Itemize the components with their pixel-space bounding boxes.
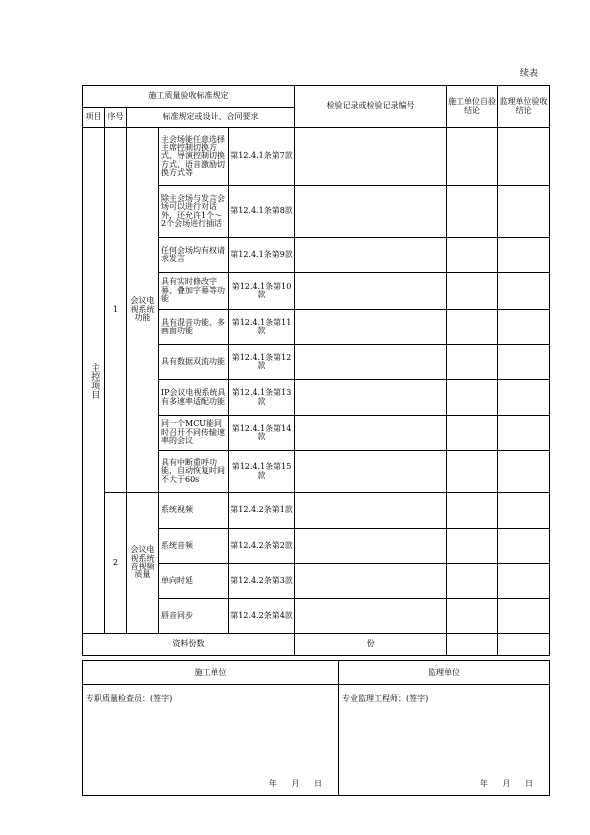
supervision-conclusion-cell[interactable]	[498, 186, 550, 238]
construction-conclusion-cell[interactable]	[447, 493, 498, 529]
record-cell[interactable]	[295, 451, 447, 493]
clause-ref: 第12.4.2条第1款	[229, 493, 295, 529]
clause-ref: 第12.4.2条第3款	[229, 564, 295, 599]
supervision-conclusion-cell[interactable]	[498, 128, 550, 186]
supervision-conclusion-cell[interactable]	[498, 416, 550, 451]
clause-ref: 第12.4.1条第11款	[229, 310, 295, 345]
main-project-label: 主控项目	[83, 128, 105, 634]
supervision-conclusion-cell[interactable]	[498, 273, 550, 310]
construction-conclusion-cell[interactable]	[447, 451, 498, 493]
data-count-supervision[interactable]	[498, 634, 550, 656]
requirement-text: 具有混音功能、多画面功能	[159, 310, 229, 345]
clause-ref: 第12.4.1条第7款	[229, 128, 295, 186]
record-title: 检验记录或检验记录编号	[295, 86, 447, 128]
group-name: 会议电视系统功能	[127, 128, 159, 493]
requirement-text: 具有中断重呼功能，自动恢复时间不大于60s	[159, 451, 229, 493]
data-count-unit: 份	[295, 634, 447, 656]
clause-ref: 第12.4.1条第8款	[229, 186, 295, 238]
record-cell[interactable]	[295, 416, 447, 451]
table-row	[83, 493, 550, 529]
clause-ref: 第12.4.1条第14款	[229, 416, 295, 451]
col-requirement: 标准规定或设计、合同要求	[127, 108, 295, 128]
construction-conclusion-header: 施工单位自验结论	[447, 86, 498, 128]
record-cell[interactable]	[295, 128, 447, 186]
construction-date-label: 年 月 日	[268, 779, 328, 788]
requirement-text: 具有实时修改字幕、叠加字幕等功能	[159, 273, 229, 310]
clause-ref: 第12.4.2条第4款	[229, 599, 295, 634]
requirement-text: 具有数据双流功能	[159, 345, 229, 380]
inspection-table	[82, 85, 550, 656]
record-cell[interactable]	[295, 186, 447, 238]
supervision-conclusion-cell[interactable]	[498, 310, 550, 345]
continued-label: 续表	[520, 69, 539, 79]
data-count-construction[interactable]	[447, 634, 498, 656]
supervision-conclusion-cell[interactable]	[498, 599, 550, 634]
construction-conclusion-cell[interactable]	[447, 529, 498, 564]
record-cell[interactable]	[295, 529, 447, 564]
requirement-text: 系统音频	[159, 529, 229, 564]
construction-inspector-label: 专职质量检查员：(签字)	[86, 694, 173, 703]
clause-ref: 第12.4.1条第15款	[229, 451, 295, 493]
requirement-text: IP会议电视系统具有多速率适配功能	[159, 380, 229, 416]
clause-ref: 第12.4.1条第9款	[229, 238, 295, 273]
supervision-conclusion-cell[interactable]	[498, 493, 550, 529]
group-name: 会议电视系统音视频质量	[127, 493, 159, 634]
requirement-text: 任何会场均有权请求发言	[159, 238, 229, 273]
clause-ref: 第12.4.1条第12款	[229, 345, 295, 380]
record-cell[interactable]	[295, 599, 447, 634]
construction-conclusion-cell[interactable]	[447, 186, 498, 238]
construction-conclusion-cell[interactable]	[447, 128, 498, 186]
table-row	[83, 128, 550, 186]
requirement-text: 单向时延	[159, 564, 229, 599]
data-count-label: 资料份数	[83, 634, 295, 656]
construction-conclusion-cell[interactable]	[447, 599, 498, 634]
standard-title: 施工质量验收标准规定	[83, 86, 295, 108]
supervision-conclusion-cell[interactable]	[498, 564, 550, 599]
supervision-date-label: 年 月 日	[479, 779, 539, 788]
construction-signature-cell[interactable]	[83, 685, 339, 796]
construction-conclusion-cell[interactable]	[447, 238, 498, 273]
record-cell[interactable]	[295, 564, 447, 599]
clause-ref: 第12.4.1条第10款	[229, 273, 295, 310]
group-seq: 1	[105, 128, 127, 493]
construction-conclusion-cell[interactable]	[447, 380, 498, 416]
record-cell[interactable]	[295, 238, 447, 273]
supervision-unit-label: 监理单位	[339, 661, 550, 685]
supervision-conclusion-cell[interactable]	[498, 345, 550, 380]
signature-table	[82, 660, 550, 796]
supervision-conclusion-header: 监理单位验收结论	[498, 86, 550, 128]
supervision-conclusion-cell[interactable]	[498, 529, 550, 564]
record-cell[interactable]	[295, 345, 447, 380]
supervision-conclusion-cell[interactable]	[498, 451, 550, 493]
clause-ref: 第12.4.1条第13款	[229, 380, 295, 416]
col-project: 项目	[83, 108, 105, 128]
construction-conclusion-cell[interactable]	[447, 416, 498, 451]
requirement-text: 系统视频	[159, 493, 229, 529]
supervision-signature-cell[interactable]	[339, 685, 550, 796]
group-seq: 2	[105, 493, 127, 634]
supervision-conclusion-cell[interactable]	[498, 238, 550, 273]
construction-conclusion-cell[interactable]	[447, 310, 498, 345]
record-cell[interactable]	[295, 273, 447, 310]
record-cell[interactable]	[295, 310, 447, 345]
construction-unit-label: 施工单位	[83, 661, 339, 685]
construction-conclusion-cell[interactable]	[447, 345, 498, 380]
supervision-conclusion-cell[interactable]	[498, 380, 550, 416]
construction-conclusion-cell[interactable]	[447, 564, 498, 599]
requirement-text: 除主会场与发言会场可以进行对话外，还允许1个～2个会场进行插话	[159, 186, 229, 238]
clause-ref: 第12.4.2条第2款	[229, 529, 295, 564]
record-cell[interactable]	[295, 380, 447, 416]
col-seq: 序号	[105, 108, 127, 128]
supervision-engineer-label: 专业监理工程师：(签字)	[342, 694, 429, 703]
requirement-text: 唇音同步	[159, 599, 229, 634]
record-cell[interactable]	[295, 493, 447, 529]
requirement-text: 主会场能任意选择主席控制切换方式、导演控制切换方式、语音激励切换方式等	[159, 128, 229, 186]
construction-conclusion-cell[interactable]	[447, 273, 498, 310]
requirement-text: 同一个MCU能同时召开不同传输速率的会议	[159, 416, 229, 451]
